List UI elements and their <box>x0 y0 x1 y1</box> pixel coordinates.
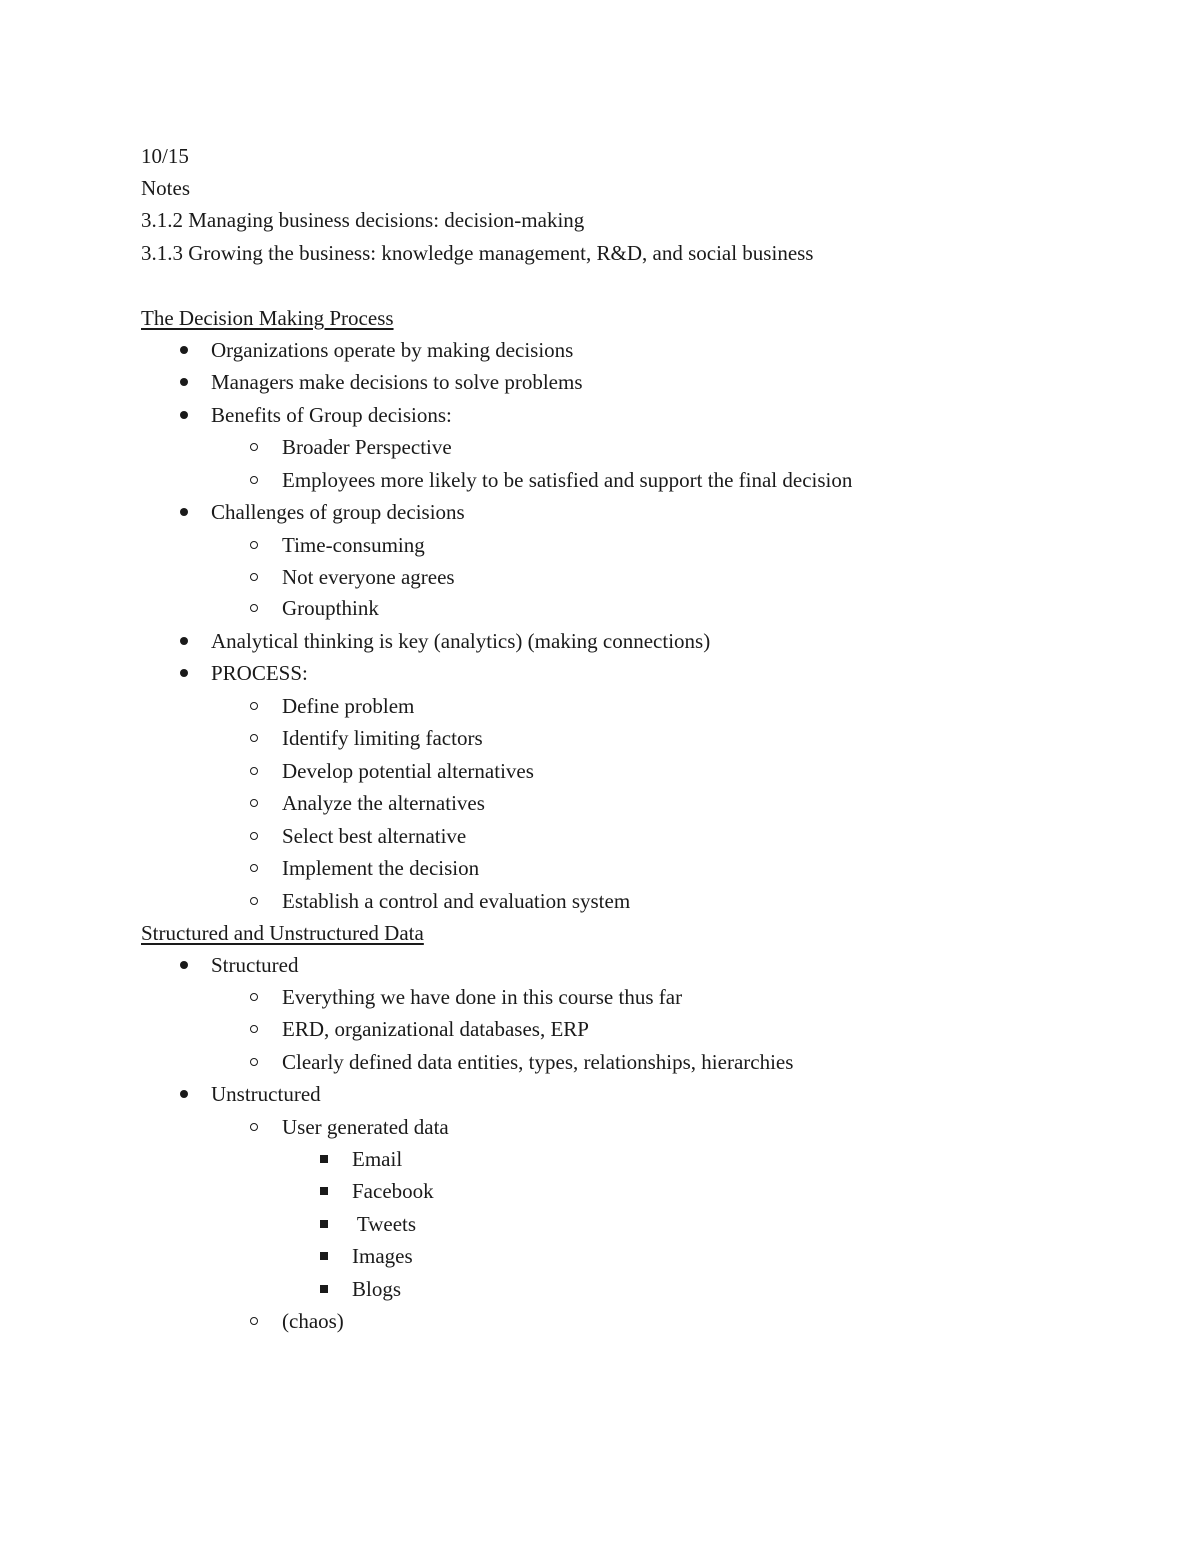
list-item: Everything we have done in this course thus far <box>282 985 683 1009</box>
bullet-circle <box>250 897 258 905</box>
note-title: Notes <box>141 176 190 200</box>
bullet-disc <box>180 378 188 386</box>
list-item: Blogs <box>352 1277 402 1301</box>
list-item: Organizations operate by making decisions <box>211 338 574 362</box>
topic-line: 3.1.2 Managing business decisions: decision-making <box>141 208 585 232</box>
list-item: ERD, organizational databases, ERP <box>282 1017 589 1041</box>
bullet-circle <box>250 993 258 1001</box>
bullet-square <box>320 1155 328 1163</box>
bullet-circle <box>250 443 258 451</box>
list-item: Clearly defined data entities, types, relationships, hierarchies <box>282 1050 794 1074</box>
list-item: Select best alternative <box>282 824 467 848</box>
bullet-disc <box>180 508 188 516</box>
bullet-disc <box>180 637 188 645</box>
bullet-circle <box>250 1123 258 1131</box>
list-item: PROCESS: <box>211 661 308 685</box>
list-item: Time-consuming <box>282 533 425 557</box>
bullet-circle <box>250 832 258 840</box>
list-item: Managers make decisions to solve problems <box>211 370 583 394</box>
list-item: Facebook <box>352 1179 434 1203</box>
bullet-square <box>320 1220 328 1228</box>
list-item: Develop potential alternatives <box>282 759 534 783</box>
bullet-circle <box>250 702 258 710</box>
bullet-circle <box>250 573 258 581</box>
list-item: Structured <box>211 953 299 977</box>
list-item: Challenges of group decisions <box>211 500 465 524</box>
bullet-circle <box>250 604 258 612</box>
bullet-square <box>320 1252 328 1260</box>
bullet-disc <box>180 411 188 419</box>
bullet-circle <box>250 734 258 742</box>
list-item: Groupthink <box>282 596 379 620</box>
bullet-circle <box>250 1317 258 1325</box>
list-item: Not everyone agrees <box>282 565 455 589</box>
list-item: (chaos) <box>282 1309 344 1333</box>
bullet-square <box>320 1285 328 1293</box>
bullet-disc <box>180 669 188 677</box>
list-item: Employees more likely to be satisfied and support the final decision <box>282 468 853 492</box>
list-item: Implement the decision <box>282 856 480 880</box>
bullet-circle <box>250 476 258 484</box>
list-item: Broader Perspective <box>282 435 452 459</box>
bullet-square <box>320 1187 328 1195</box>
list-item: Establish a control and evaluation system <box>282 889 631 913</box>
bullet-disc <box>180 961 188 969</box>
list-item: Analyze the alternatives <box>282 791 485 815</box>
topic-line: 3.1.3 Growing the business: knowledge management, R&D, and social business <box>141 241 814 265</box>
bullet-circle <box>250 1058 258 1066</box>
list-item: Benefits of Group decisions: <box>211 403 452 427</box>
bullet-disc <box>180 346 188 354</box>
bullet-circle <box>250 864 258 872</box>
list-item: User generated data <box>282 1115 449 1139</box>
bullet-circle <box>250 767 258 775</box>
list-item: Unstructured <box>211 1082 321 1106</box>
list-item: Images <box>352 1244 413 1268</box>
list-item: Identify limiting factors <box>282 726 483 750</box>
bullet-circle <box>250 541 258 549</box>
list-item: Analytical thinking is key (analytics) (making connections) <box>211 629 711 653</box>
bullet-circle <box>250 1025 258 1033</box>
list-item: Tweets <box>352 1212 417 1236</box>
bullet-disc <box>180 1090 188 1098</box>
note-date: 10/15 <box>141 144 189 168</box>
list-item: Email <box>352 1147 403 1171</box>
list-item: Define problem <box>282 694 415 718</box>
bullet-circle <box>250 799 258 807</box>
section-heading: The Decision Making Process <box>141 306 394 330</box>
section-heading: Structured and Unstructured Data <box>141 921 424 945</box>
